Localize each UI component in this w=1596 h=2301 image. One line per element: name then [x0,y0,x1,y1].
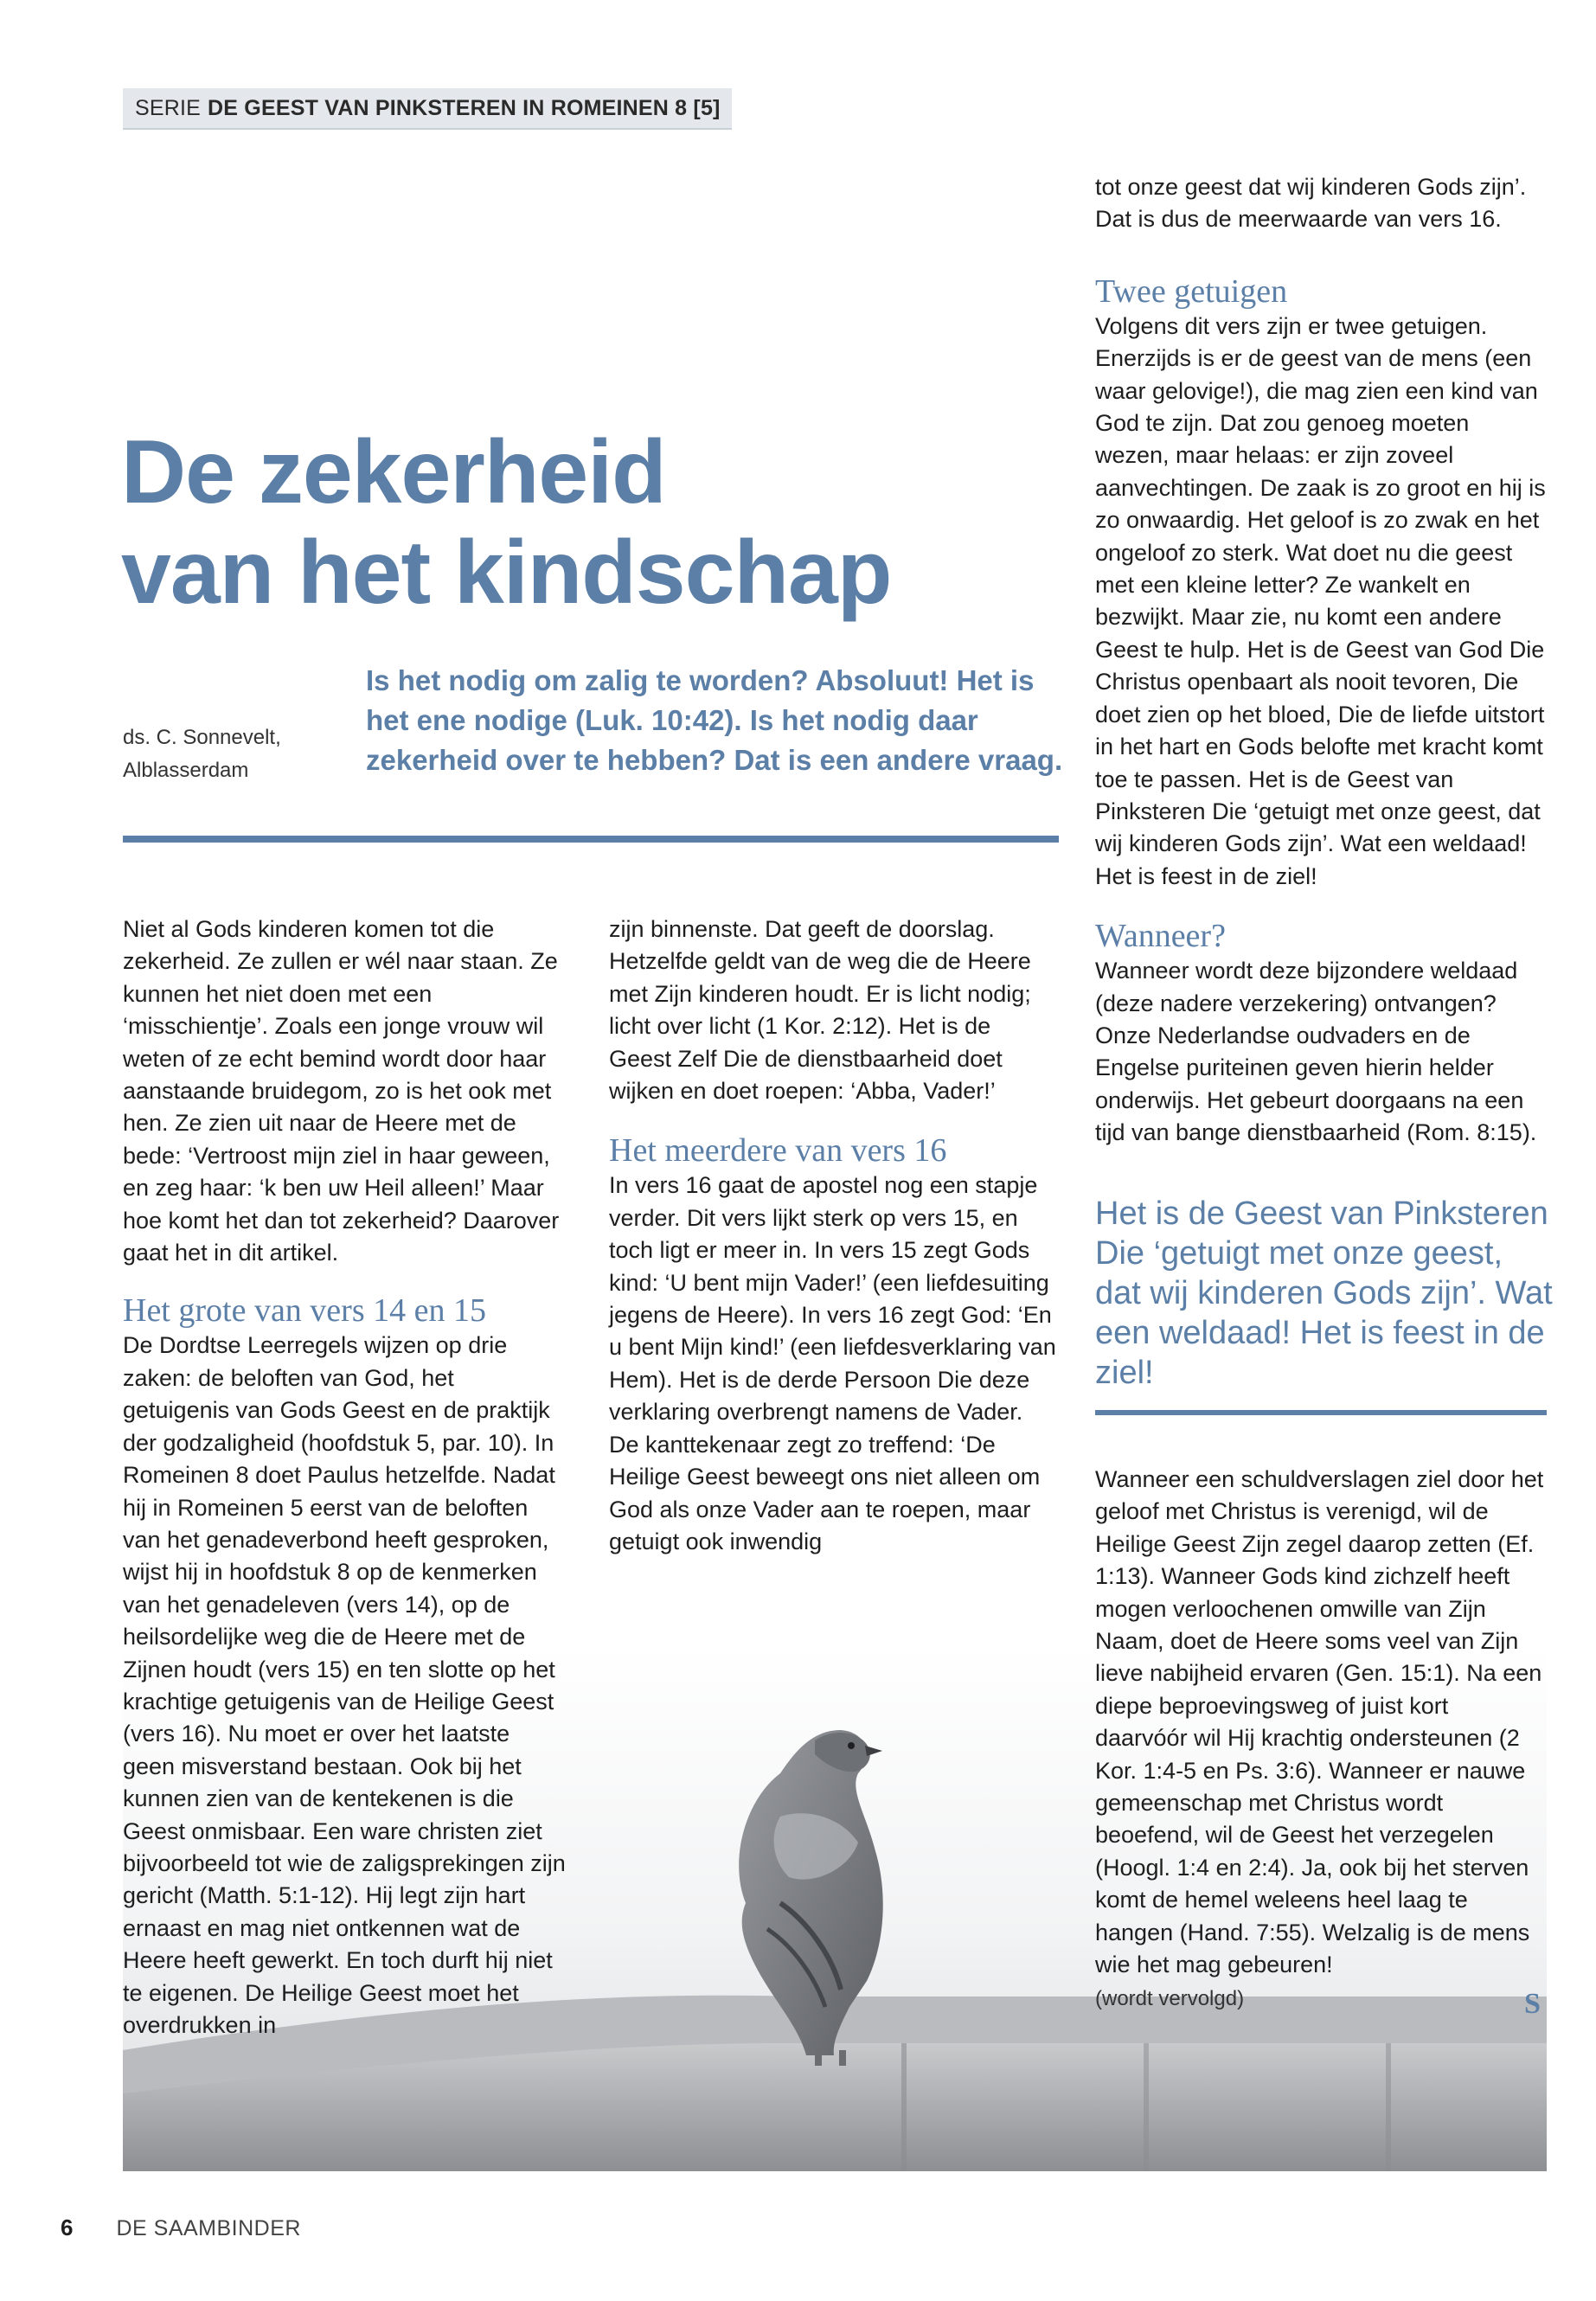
article-headline [121,422,1038,623]
col3-paragraph-3: Wanneer een schuldverslagen ziel door het geloof met Christus is verenigd, wil de Heilige Geest Zijn zegel daarop zetten (Ef. 1:13). Wanneer Gods kind zichzelf heeft mogen verloochenen omwille van Zijn Naam, doet de Heere soms veel van Zijn lieve nabijheid ervaren (Gen. 15:1). Na een diepe beproevingsweg of juist kort daarvóór wil Hij krachtig ondersteunen (2 Kor. 1:4-5 en Ps. 3:6). Wanneer er nauwe gemeenschap met Christus wordt beoefend, wil de Geest het verzegelen (Hoogl. 1:4 en 2:4). Ja, ook bij het sterven komt de hemel weleens heel laag te hangen (Hand. 7:55). Welzalig is de mens wie het mag gebeuren! [1095,1466,1544,1978]
col1-subhead: Het grote van vers 14 en 15 [123,1292,486,1330]
page-number: 6 [61,2214,74,2240]
column-1 [123,913,566,2041]
series-title: DE GEEST VAN PINKSTEREN IN ROMEINEN 8 [5] [208,95,721,120]
pull-quote-divider [1095,1410,1547,1415]
author-name: ds. C. Sonnevelt, [123,726,281,749]
col2-subhead: Het meerdere van vers 16 [609,1132,947,1170]
series-label: SERIE [135,95,202,120]
col2-paragraph-2: In vers 16 gaat de apostel nog een stapje verder. Dit vers lijkt sterk op vers 15, en toch ligt er meer in. In vers 15 zegt Gods kind: ‘U bent mijn Vader!’ (een liefdesuiting jegens de Heere). In vers 16 zegt God: ‘En u bent Mijn kind!’ (een liefdesverklaring van Hem). Het is de derde Persoon Die deze verklaring overbrengt namens de Vader. De kanttekenaar zegt zo treffend: ‘De Heilige Geest beweegt ons niet alleen om God als onze Vader aan te roepen, maar getuigt ook inwendig [609,1172,1056,1554]
headline-line-1: De zekerheid [121,422,666,522]
end-mark-logo: S [1524,1988,1541,2020]
col3-paragraph-2: Wanneer wordt deze bijzondere weldaad (deze nadere verzekering) ontvangen? Onze Nederlandse oudvaders en de Engelse puriteinen geven hierin helder onderwijs. Het gebeurt doorgaans na een tijd van bange dienstbaarheid (Rom. 8:15). [1095,958,1537,1146]
pigeon-shape [739,1730,883,2066]
column-3-continued [1095,1464,1547,2016]
author-place: Alblasserdam [123,759,249,782]
intro-lead: Is het nodig om zalig te worden? Absoluut! Het is het ene nodige (Luk. 10:42). Is het nodig daar zekerheid over te hebben? Dat is een andere vraag. [366,664,1063,776]
page-footer [61,2214,301,2241]
column-3 [1095,171,1547,1150]
col3-subhead-1: Twee getuigen [1095,272,1288,310]
col3-paragraph-1: Volgens dit vers zijn er twee getuigen. Enerzijds is er de geest van de mens (een waar gelovige!), die mag zien een kind van God te zijn. Dat zou genoeg moeten wezen, maar helaas: er zijn zoveel aanvechtingen. De zaak is zo groot en hij is zo onwaardig. Het geloof is zo zwak en het ongeloof zo sterk. Wat doet nu die geest met een kleine letter? Ze wankelt en bezwijkt. Maar zie, nu komt een andere Geest te hulp. Het is de Geest van God Die Christus openbaart als nooit tevoren, Die doet zien op het bloed, Die de liefde uitstort in het hart en Gods belofte met kracht komt toe te passen. Het is de Geest van Pinksteren Die ‘getuigt met onze geest, dat wij kinderen Gods zijn’. Wat een weldaad! Het is feest in de ziel! [1095,312,1546,889]
headline-line-2: van het kindschap [121,522,892,623]
pull-quote: Het is de Geest van Pinksteren Die ‘getuigt met onze geest, dat wij kinderen Gods zijn’. Wat een weldaad! Het is feest in de ziel! [1095,1195,1553,1391]
magazine-name: DE SAAMBINDER [116,2216,301,2240]
byline [123,721,339,787]
col1-paragraph-1: Niet al Gods kinderen komen tot die zekerheid. Ze zullen er wél naar staan. Ze kunnen het niet doen met een ‘misschientje’. Zoals een jonge vrouw wil weten of ze echt bemind wordt door haar aanstaande bruidegom, zo is het ook met hen. Ze zien uit naar de Heere met de bede: ‘Vertroost mijn ziel in haar geween, en zeg haar: ‘k ben uw Heil alleen!’ Maar hoe komt het dan tot zekerheid? Daarover gaat het in dit artikel. [123,916,560,1266]
col2-paragraph-1: zijn binnenste. Dat geeft de doorslag. Hetzelfde geldt van de weg die de Heere met Zijn kinderen houdt. Er is licht nodig; licht over licht (1 Kor. 2:12). Het is de Geest Zelf Die de dienstbaarheid doet wijken en doet roepen: ‘Abba, Vader!’ [609,916,1031,1105]
col3-paragraph-0: tot onze geest dat wij kinderen Gods zijn’. Dat is dus de meerwaarde van vers 16. [1095,174,1527,233]
continued-note: (wordt vervolgd) [1095,1986,1245,2010]
series-banner [123,88,732,130]
col1-paragraph-2: De Dordtse Leerregels wijzen op drie zaken: de beloften van God, het getuigenis van Gods Geest en de praktijk der godzaligheid (hoofdstuk 5, par. 10). In Romeinen 8 doet Paulus hetzelfde. Nadat hij in Romeinen 5 eerst van de beloften van het genadeverbond heeft gesproken, wijst hij in hoofdstuk 8 op de kenmerken van het genadeleven (vers 14), op de heilsordelijke weg die de Heere met de Zijnen houdt (vers 15) en ten slotte op het krachtige getuigenis van de Heilige Geest (vers 16). Nu moet er over het laatste geen misverstand bestaan. Ook bij het kunnen zien van de kentekenen is die Geest onmisbaar. Een ware christen ziet bijvoorbeeld tot wie de zaligsprekingen zijn gericht (Matth. 5:1-12). Hij legt zijn hart ernaast en mag niet ontkennen wat de Heere heeft gewerkt. En toch durft hij niet te eigenen. De Heilige Geest moet het overdrukken in [123,1332,566,2038]
col3-subhead-2: Wanneer? [1095,918,1226,955]
intro-divider [123,836,1059,843]
column-2 [609,913,1059,1558]
